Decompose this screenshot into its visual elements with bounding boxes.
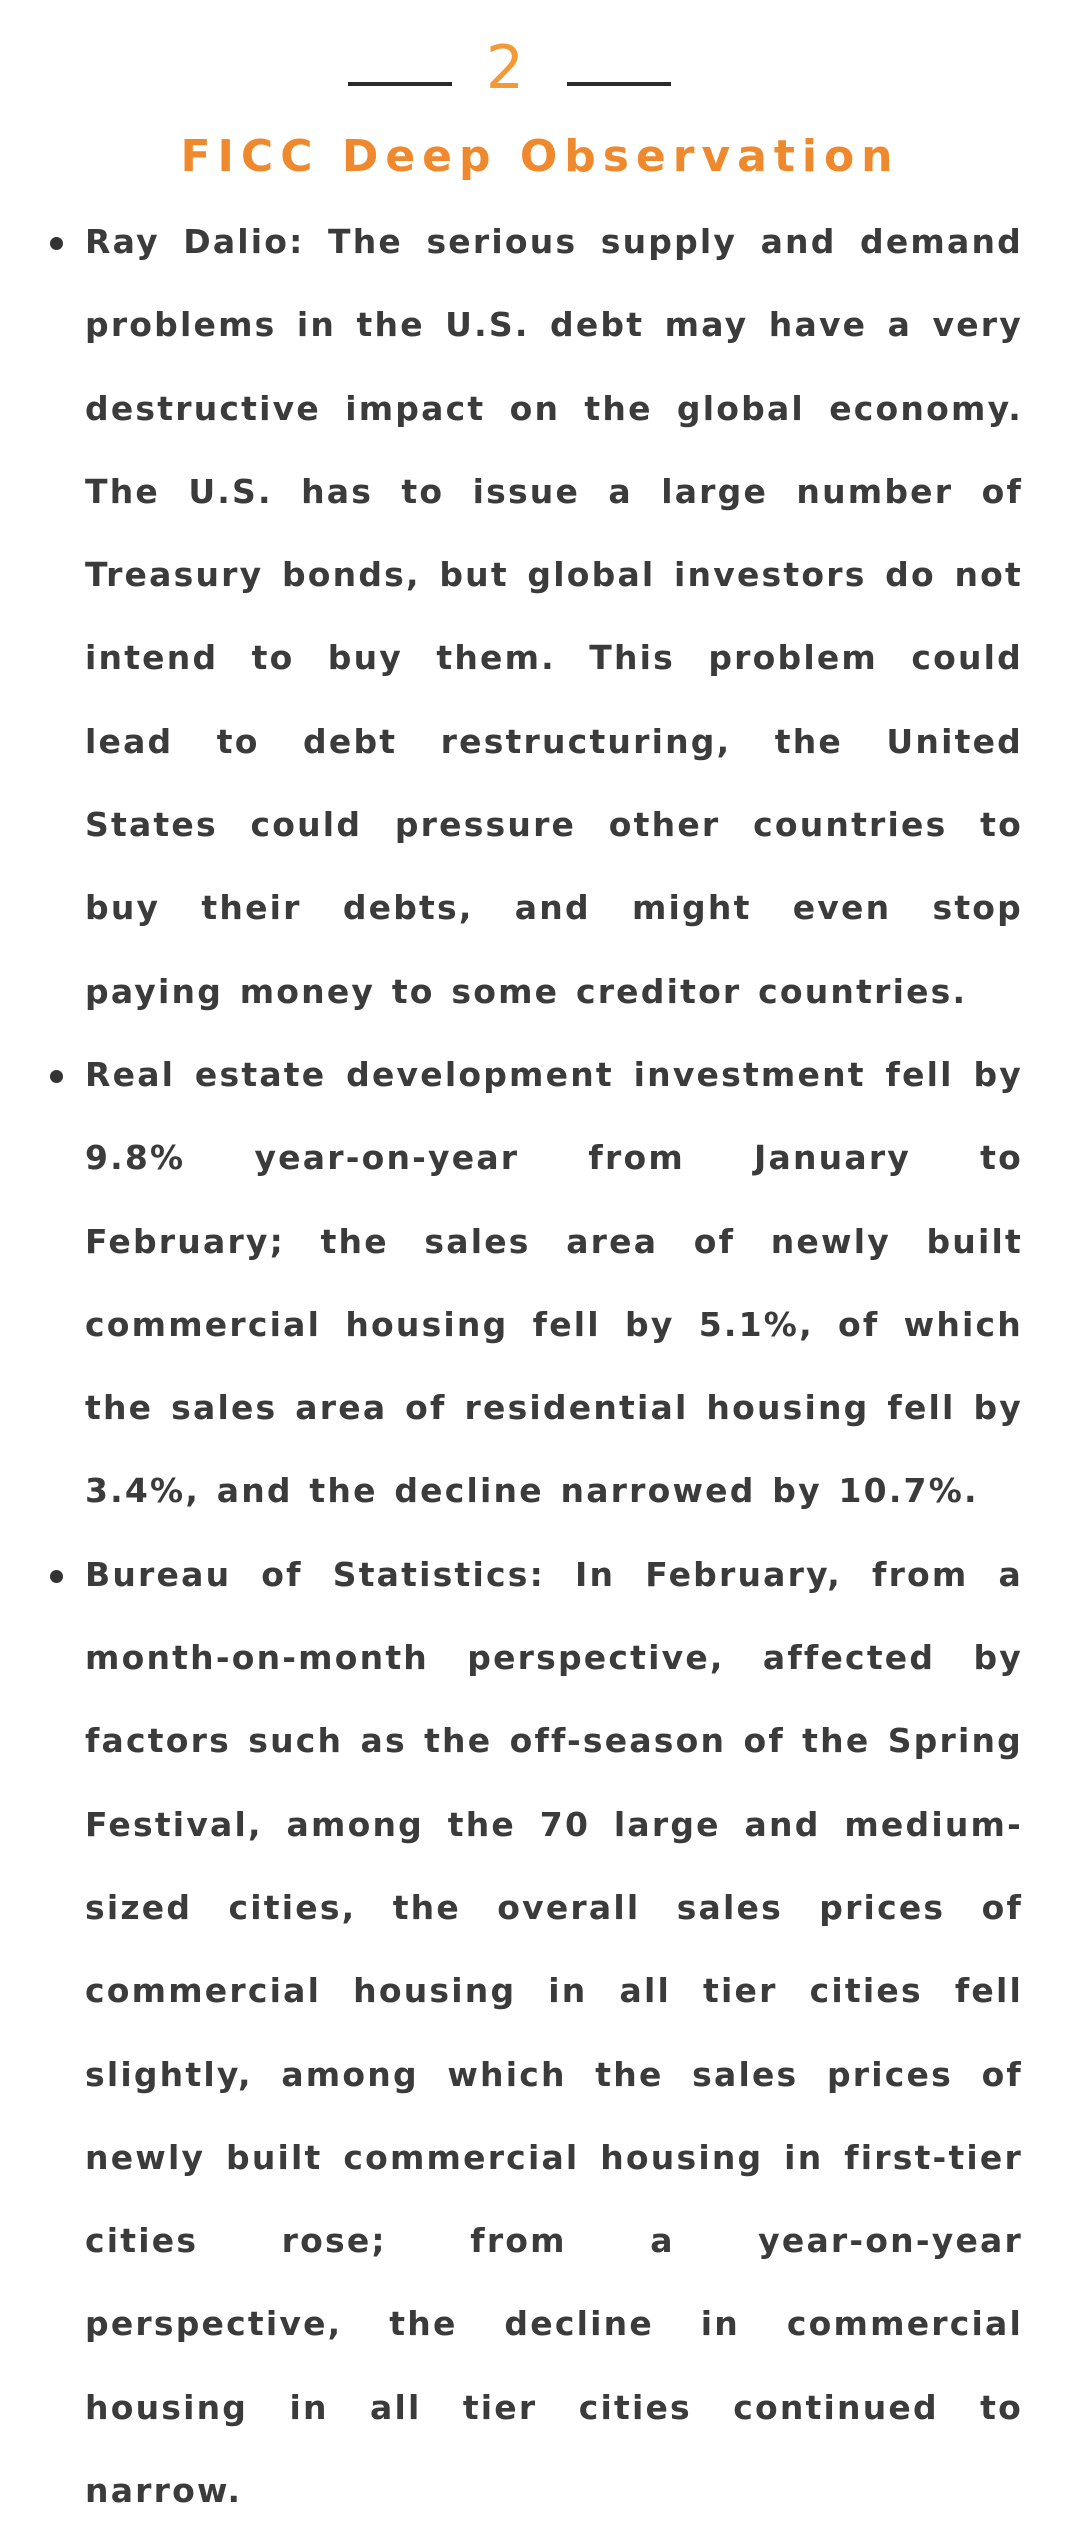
section-title: FICC Deep Observation: [180, 131, 900, 182]
list-item-text: Bureau of Statistics: In February, from a month-on-month perspective, affected by factors such as the off-season of the Spring Festival, among the 70 large and medium-sized cities, the overall sales prices of commercial housing in all tier cities fell slightly, among which the sales prices of newly built commercial housing in first-tier cities rose; from a year-on-year perspective, the decline in commercial housing in all tier cities continued to narrow.: [85, 1554, 1023, 2511]
list-item-real-estate: [0, 1033, 1023, 1533]
list-item-ray-dalio: [0, 200, 1023, 1033]
bullet-list: [0, 200, 1080, 2532]
bullet-dot-icon: [50, 237, 63, 250]
list-item-bureau-of-statistics: [0, 1533, 1023, 2532]
section-number: 2: [485, 33, 525, 103]
list-item-text: Ray Dalio: The serious supply and demand problems in the U.S. debt may have a very destructive impact on the global economy. The U.S. has to issue a large number of Treasury bonds, but global investors do not intend to buy them. This problem could lead to debt restructuring, the United States could pressure other countries to buy their debts, and might even stop paying money to some creditor countries.: [85, 222, 1023, 1011]
bullet-dot-icon: [50, 1070, 63, 1083]
section-header: [0, 18, 1080, 118]
bullet-dot-icon: [50, 1570, 63, 1583]
left-divider-line: [348, 82, 452, 86]
list-item-text: Real estate development investment fell by 9.8% year-on-year from January to February; the sales area of newly built commercial housing fell by 5.1%, of which the sales area of residential housing fell by 3.4%, and the decline narrowed by 10.7%.: [85, 1054, 1023, 1511]
right-divider-line: [567, 82, 671, 86]
